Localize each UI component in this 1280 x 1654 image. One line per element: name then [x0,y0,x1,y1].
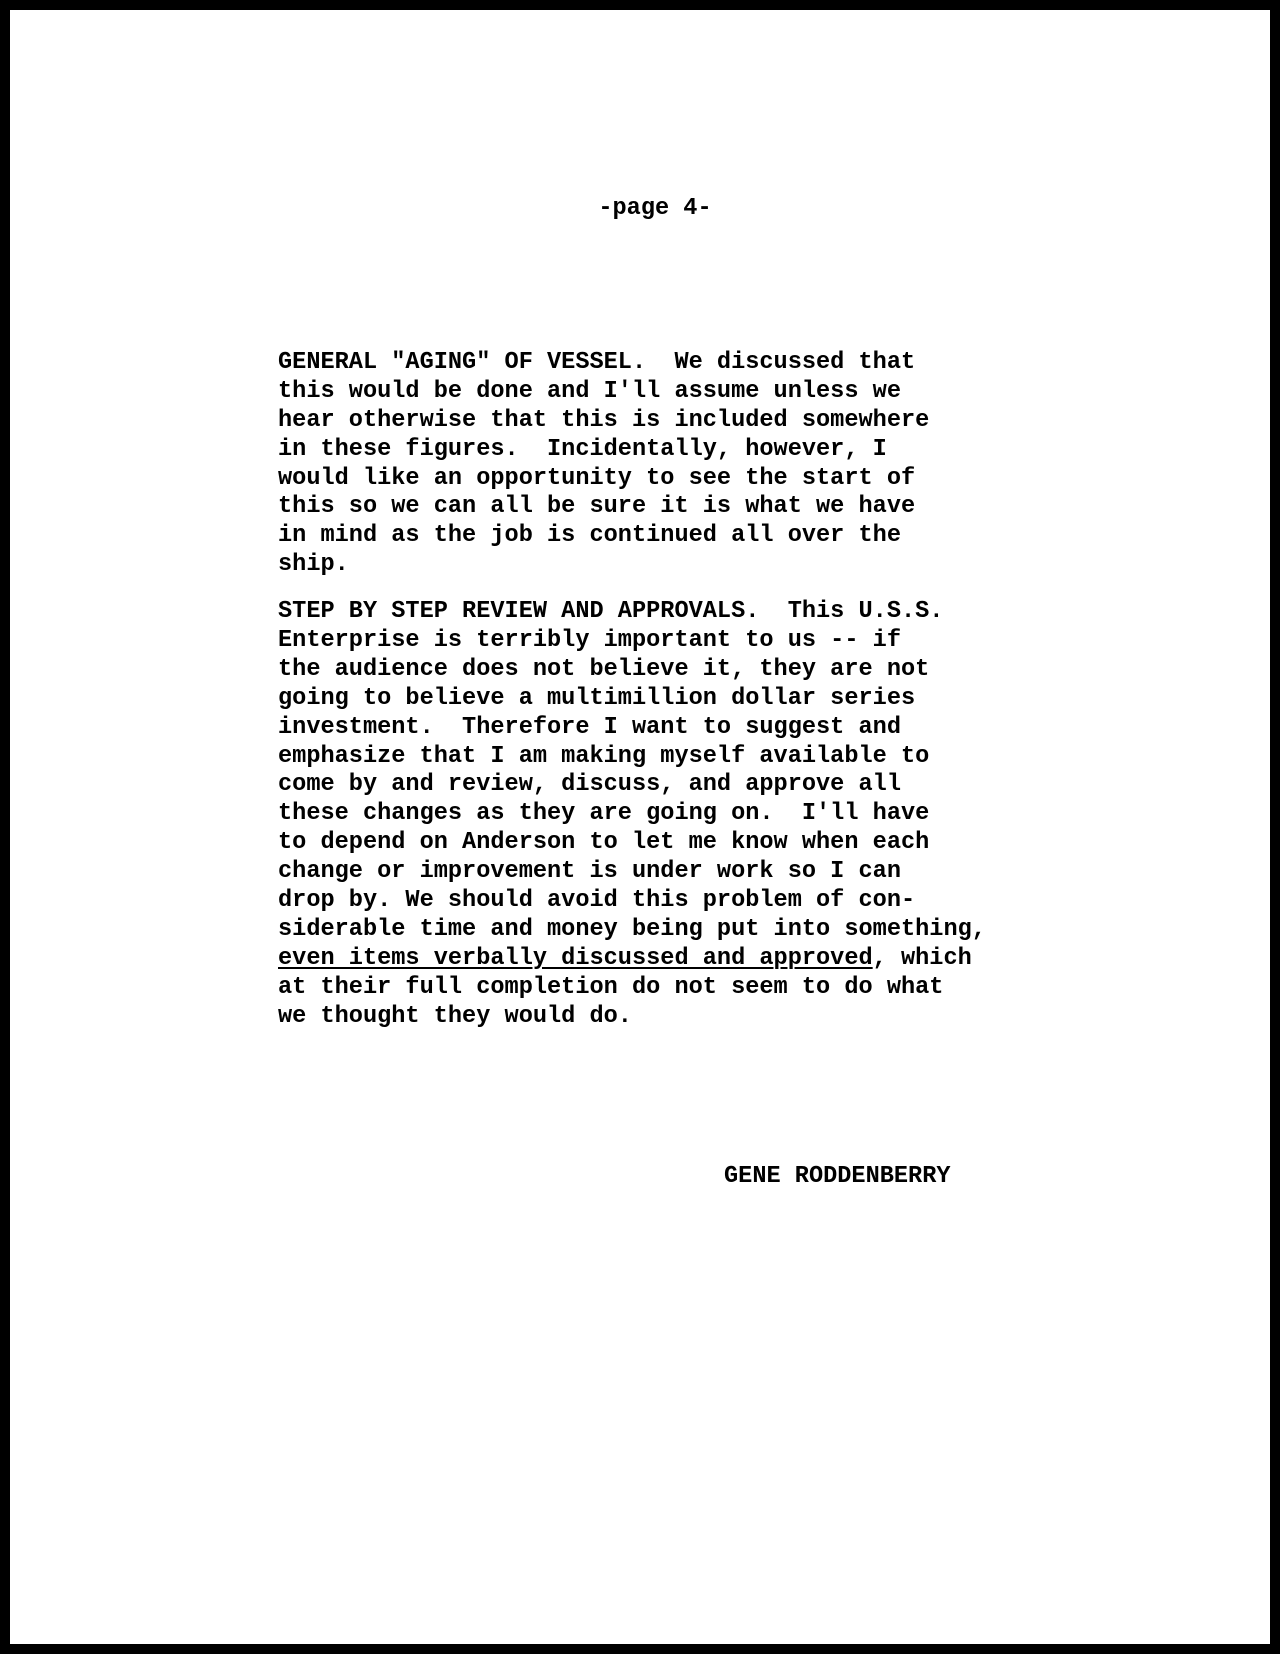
page-number-text: -page 4- [598,195,712,222]
text-line: we thought they would do. [278,1002,632,1030]
text-line-underlined [278,945,1058,974]
text-line: to depend on Anderson to let me know when each [278,829,930,857]
page-number [10,194,1270,224]
text-line: in these figures. Incidentally, however, I [278,435,887,463]
text-line: hear otherwise that this is included somewhere [278,406,930,434]
text-line: emphasize that I am making myself available to [278,742,930,770]
text-line: this would be done and I'll assume unless we [278,377,901,405]
text-line: at their full completion do not seem to do what [278,973,944,1001]
text-line: investment. Therefore I want to suggest and [278,713,901,741]
text-line: these changes as they are going on. I'll have [278,800,930,828]
letter-body [278,349,1058,1049]
document-page [10,10,1270,1644]
paragraph-aging-of-vessel [278,349,1058,580]
text-line: siderable time and money being put into something, [278,915,986,943]
text-line: come by and review, discuss, and approve all [278,771,901,799]
text-line: GENERAL "AGING" OF VESSEL. We discussed that [278,349,916,376]
text-line: drop by. We should avoid this problem of con- [278,887,916,915]
text-line: STEP BY STEP REVIEW AND APPROVALS. This U.S.S. [278,598,944,626]
underlined-phrase: even items verbally discussed and approved [278,944,873,972]
text-line: in mind as the job is continued all over the [278,522,901,550]
text-line: change or improvement is under work so I can [278,858,901,886]
text-line: ship. [278,551,349,579]
text-line: this so we can all be sure it is what we have [278,493,916,521]
paragraph-review-and-approvals [278,598,1058,1031]
text-line: would like an opportunity to see the start of [278,464,916,492]
underlined-line-rest: , which [872,944,972,972]
signature-name: GENE RODDENBERRY [724,1163,951,1190]
text-line: going to believe a multimillion dollar series [278,684,916,712]
text-line: Enterprise is terribly important to us -- if [278,627,901,655]
text-line: the audience does not believe it, they are not [278,655,930,683]
